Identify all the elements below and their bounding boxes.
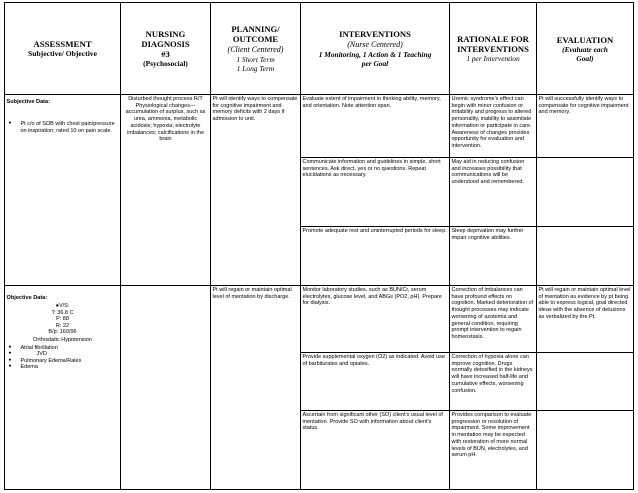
intervention-cell-5: Provide supplemental oxygen (O2) as indicated. Avoid use of barbiturates and opiates. xyxy=(302,354,445,367)
header-interventions-title: INTERVENTIONS xyxy=(339,29,411,39)
rationale-cell-2: May aid in reducing confusion and increases possibility that communications will be understood and remembered. xyxy=(451,159,525,186)
vs-label: V/S: xyxy=(58,303,70,309)
header-planning-short: 1 Short Term xyxy=(236,55,275,64)
header-assessment-subtitle: Subjective/ Objective xyxy=(28,49,97,58)
vital-pulse: P: 88 xyxy=(56,316,69,323)
evaluation-cell-1: Pt will successfully identify ways to compensate for cognitive impairment and memory. xyxy=(538,96,629,116)
col-line-6 xyxy=(633,2,634,490)
header-rationale-subtitle: 1 per Intervention xyxy=(466,54,520,63)
rationale-cell-3: Sleep deprivation may further impair cognitive abilities. xyxy=(451,228,524,241)
list-item: ● Edema xyxy=(7,364,119,371)
objective-list xyxy=(7,345,119,371)
header-assessment xyxy=(5,3,120,94)
header-evaluation-title: EVALUATION xyxy=(556,34,614,45)
intervention-cell-3: Promote adequate rest and uninterrupted periods for sleep. xyxy=(302,228,447,234)
header-rationale xyxy=(450,3,536,94)
list-item: ● JVD xyxy=(7,351,119,358)
header-assessment-title: ASSESSMENT xyxy=(33,39,92,49)
vs-row xyxy=(7,303,119,310)
header-interventions-detail: 1 Monitoring, 1 Action & 1 Teaching per Goal xyxy=(318,50,432,68)
vital-resp: R: 22 xyxy=(55,322,70,329)
objective-label: Objective Data: xyxy=(6,295,48,301)
evaluation-cell-2: Pt will regain or maintain optimal level of mentation as evidence by pt being able to express logical, goal directed ideas with the absence of delusions as verbalized by the Pt. xyxy=(538,287,631,320)
vital-signs xyxy=(7,303,119,344)
header-nursing-subtitle: (Psychosocial) xyxy=(143,59,188,68)
short-term-goal-cell: Pt will identify ways to compensate for cognitive impairment and memory deficits with 2 days if admission to unit. xyxy=(212,96,298,123)
header-interventions-subtitle: (Nurse Centered) xyxy=(347,40,403,49)
rationale-cell-4: Correction of imbalances can have profound effects on cognition. Marked deterioration of thought processes may indicate worsening of azotemia and general condition, requiring prompt intervention to regain homeostasis. xyxy=(451,287,534,340)
header-rationale-title: RATIONALE FOR INTERVENTIONS xyxy=(457,34,529,54)
bullet-icon: ● xyxy=(55,303,59,309)
rationale-cell-5: Correction of hypoxia alone can improve cognition. Drugs normally detoxified in the kidneys will have increased half-life and cumulative effects, worsening confusion. xyxy=(451,354,533,394)
header-evaluation-subtitle: (Evaluate each Goal) xyxy=(562,44,608,63)
header-nursing-title: NURSING DIAGNOSIS #3 xyxy=(141,29,190,59)
intervention-cell-1: Evaluate extent of impairment in thinking ability, memory, and orientation. Note attention span. xyxy=(302,96,441,109)
subjective-list xyxy=(7,121,119,134)
subjective-label: Subjective Data: xyxy=(6,99,51,105)
intervention-cell-6: Ascertain from significant other (SO) client's usual level of mentation. Provide SO with information about client's status. xyxy=(302,412,443,432)
list-item: ● Pt c/o of SOB with chest pain/pressure on inspiration; rated 10 on pain scale. xyxy=(7,121,119,134)
vital-bp: B/p: 160/96 xyxy=(48,329,77,336)
long-term-goal-cell: Pt will regain or maintain optimal level of mentation by discharge. xyxy=(212,287,292,300)
header-planning-long: 1 Long Term xyxy=(236,64,275,73)
intervention-cell-4: Monitor laboratory studies, such as BUN/Cr, serum electrolytes, glucose level, and ABGs (PO2, pH). Prepare for dialysis. xyxy=(302,287,442,307)
intervention-cell-2: Communicate information and guidelines in simple, short sentences. Ask direct, yes or no questions. Repeat elucidations as necessary. xyxy=(302,159,441,179)
rationale-cell-1: Uremic syndrome's effect can begin with minor confusion or irritability and progress to altered personality, inability to assimilate information or participate in care. Awareness of changes provides opportunity for evaluation and intervention. xyxy=(451,96,532,149)
orthostatic-label: Orthostatic Hypotension xyxy=(33,336,92,343)
vital-temp: T: 36.8 C xyxy=(51,309,74,316)
list-item: ● Atrial fibrillation xyxy=(7,345,119,352)
list-item: ● Pulmonary Edema/Rales xyxy=(7,358,119,365)
header-evaluation xyxy=(537,3,633,94)
nursing-diagnosis-cell: Disturbed thought process R/T Physiological changes---accumulation of surplus, such as urea, ammonia, metabolic acidosis; hypoxia; electrolyte imbalances; calcifications in the brain xyxy=(125,96,206,143)
rationale-cell-6: Provides comparison to evaluate progression or resolution of impairment. Some improvement in mentation may be expected with restoration of more normal levels of BUN, electrolytes, and serum pH. xyxy=(451,412,532,459)
table-border-bottom xyxy=(4,489,634,490)
subjective-data-cell xyxy=(5,98,120,284)
header-planning-subtitle: (Client Centered) xyxy=(227,45,284,54)
header-planning-title: PLANNING/ OUTCOME xyxy=(231,24,280,44)
header-planning xyxy=(211,3,300,94)
objective-data-cell xyxy=(5,294,120,489)
header-interventions xyxy=(301,3,449,94)
care-plan-table xyxy=(4,2,634,490)
header-nursing-diagnosis xyxy=(121,3,210,94)
